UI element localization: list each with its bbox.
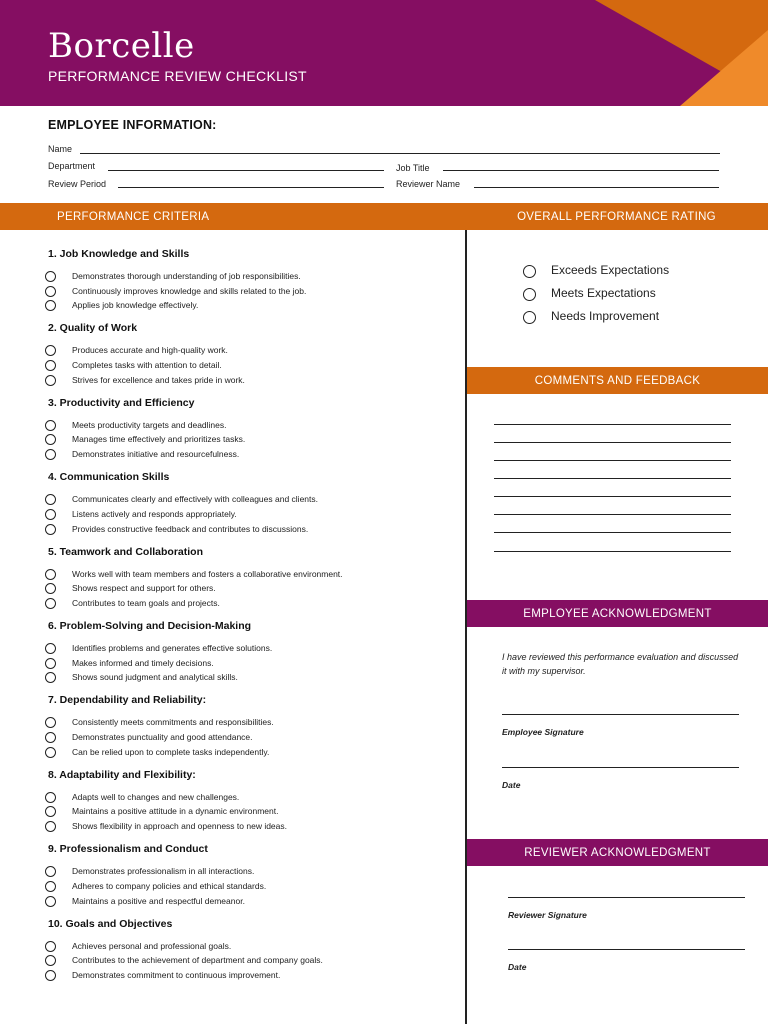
radio-button[interactable] (523, 265, 536, 278)
criteria-item-text: Meets productivity targets and deadlines. (72, 419, 227, 430)
comments-bar: COMMENTS AND FEEDBACK (467, 367, 768, 394)
criteria-item[interactable] (0, 448, 465, 463)
comment-line[interactable] (494, 551, 731, 552)
criteria-item[interactable] (0, 299, 465, 314)
radio-button[interactable] (45, 583, 56, 594)
radio-button[interactable] (45, 821, 56, 832)
employee-signature-label: Employee Signature (502, 727, 584, 737)
reviewer-ack-bar: REVIEWER ACKNOWLEDGMENT (467, 839, 768, 866)
criteria-item[interactable] (0, 880, 465, 895)
radio-button[interactable] (45, 286, 56, 297)
criteria-item-text: Completes tasks with attention to detail. (72, 360, 222, 371)
job-title-field[interactable] (443, 170, 719, 171)
rating-option-meets[interactable] (523, 286, 743, 304)
criteria-item[interactable] (0, 865, 465, 880)
reviewer-name-field[interactable] (474, 187, 719, 188)
name-field[interactable] (80, 153, 720, 154)
radio-button[interactable] (45, 434, 56, 445)
criteria-item[interactable] (0, 597, 465, 612)
radio-button[interactable] (45, 643, 56, 654)
reviewer-signature-label: Reviewer Signature (508, 910, 587, 920)
criteria-item[interactable] (0, 374, 465, 389)
radio-button[interactable] (45, 792, 56, 803)
comment-line[interactable] (494, 460, 731, 461)
overall-rating-bar: OVERALL PERFORMANCE RATING (465, 203, 768, 230)
criteria-item-text: Adapts well to changes and new challenges. (72, 791, 240, 802)
radio-button[interactable] (45, 524, 56, 535)
radio-button[interactable] (45, 360, 56, 371)
header-banner (0, 0, 768, 106)
employee-info-heading: EMPLOYEE INFORMATION: (48, 118, 217, 132)
criteria-item[interactable] (0, 568, 465, 583)
criteria-item-text: Continuously improves knowledge and skills related to the job. (72, 285, 307, 296)
radio-button[interactable] (45, 941, 56, 952)
criteria-item[interactable] (0, 746, 465, 761)
rating-option-needs-improvement[interactable] (523, 309, 743, 327)
name-label: Name (48, 144, 73, 154)
radio-button[interactable] (45, 881, 56, 892)
criteria-title: 7. Dependability and Reliability: (48, 694, 207, 707)
criteria-title: 8. Adaptability and Flexibility: (48, 768, 196, 781)
criteria-item-text: Identifies problems and generates effective solutions. (72, 643, 273, 653)
comment-line[interactable] (494, 442, 731, 443)
criteria-item-text: Achieves personal and professional goals. (72, 940, 232, 951)
criteria-item[interactable] (0, 731, 465, 746)
comment-line[interactable] (494, 532, 731, 533)
criteria-item[interactable] (0, 285, 465, 300)
radio-button[interactable] (45, 955, 56, 966)
radio-button[interactable] (45, 375, 56, 386)
rating-label: Needs Improvement (551, 309, 660, 323)
criteria-item[interactable] (0, 716, 465, 731)
criteria-item-text: Shows sound judgment and analytical skills. (72, 672, 238, 683)
criteria-item[interactable] (0, 805, 465, 820)
criteria-item-text: Maintains a positive and respectful demeanor. (72, 895, 245, 906)
criteria-item-text: Consistently meets commitments and responsibilities. (72, 717, 274, 728)
criteria-item[interactable] (0, 820, 465, 835)
comment-line[interactable] (494, 496, 731, 497)
criteria-item-text: Demonstrates initiative and resourcefulness. (72, 449, 240, 460)
employee-ack-bar: EMPLOYEE ACKNOWLEDGMENT (467, 600, 768, 627)
radio-button[interactable] (45, 672, 56, 683)
criteria-item-text: Contributes to the achievement of department and company goals. (72, 955, 323, 966)
criteria-item[interactable] (0, 433, 465, 448)
criteria-item[interactable] (0, 419, 465, 434)
comment-line[interactable] (494, 514, 731, 515)
criteria-item[interactable] (0, 359, 465, 374)
comment-line[interactable] (494, 478, 731, 479)
criteria-item[interactable] (0, 791, 465, 806)
criteria-item[interactable] (0, 657, 465, 672)
criteria-item-text: Strives for excellence and takes pride in work. (72, 374, 245, 385)
criteria-title: 5. Teamwork and Collaboration (48, 545, 203, 558)
criteria-title: 10. Goals and Objectives (48, 917, 173, 930)
radio-button[interactable] (45, 345, 56, 356)
radio-button[interactable] (523, 311, 536, 324)
criteria-item-text: Contributes to team goals and projects. (72, 597, 220, 608)
radio-button[interactable] (45, 732, 56, 743)
criteria-item[interactable] (0, 493, 465, 508)
job-title-label: Job Title (396, 163, 430, 173)
criteria-title: 4. Communication Skills (48, 471, 170, 484)
employee-signature-field[interactable] (502, 714, 739, 715)
criteria-item-text: Adheres to company policies and ethical standards. (72, 880, 267, 891)
radio-button[interactable] (45, 747, 56, 758)
criteria-item-text: Listens actively and responds appropriately. (72, 508, 237, 519)
radio-button[interactable] (45, 509, 56, 520)
reviewer-date-label: Date (508, 962, 527, 972)
criteria-item-text: Produces accurate and high-quality work. (72, 345, 228, 356)
employee-date-field[interactable] (502, 767, 739, 768)
radio-button[interactable] (45, 658, 56, 669)
criteria-title: 9. Professionalism and Conduct (48, 843, 208, 856)
rating-label: Meets Expectations (551, 286, 656, 300)
criteria-item-text: Demonstrates professionalism in all interactions. (72, 866, 255, 877)
criteria-item-text: Can be relied upon to complete tasks independently. (72, 746, 270, 757)
rating-label: Exceeds Expectations (551, 263, 670, 277)
criteria-item-text: Maintains a positive attitude in a dynamic environment. (72, 806, 279, 817)
radio-button[interactable] (45, 598, 56, 609)
criteria-item-text: Demonstrates commitment to continuous improvement. (72, 969, 281, 980)
column-divider (465, 230, 467, 1024)
radio-button[interactable] (45, 717, 56, 728)
page-title: PERFORMANCE REVIEW CHECKLIST (48, 68, 307, 84)
radio-button[interactable] (45, 300, 56, 311)
criteria-item[interactable] (0, 508, 465, 523)
criteria-item[interactable] (0, 344, 465, 359)
reviewer-date-field[interactable] (508, 949, 745, 950)
radio-button[interactable] (45, 271, 56, 282)
criteria-item[interactable] (0, 582, 465, 597)
comment-line[interactable] (494, 424, 731, 425)
criteria-title: 1. Job Knowledge and Skills (48, 248, 190, 260)
criteria-item[interactable] (0, 523, 465, 538)
radio-button[interactable] (45, 896, 56, 907)
radio-button[interactable] (45, 806, 56, 817)
criteria-title: 2. Quality of Work (48, 322, 138, 335)
department-field[interactable] (108, 170, 384, 171)
criteria-item-text: Communicates clearly and effectively with colleagues and clients. (72, 494, 318, 505)
criteria-item-text: Shows flexibility in approach and openness to new ideas. (72, 821, 287, 832)
radio-button[interactable] (45, 866, 56, 877)
radio-button[interactable] (523, 288, 536, 301)
criteria-item-text: Demonstrates punctuality and good attendance. (72, 732, 253, 743)
reviewer-name-label: Reviewer Name (396, 179, 461, 189)
criteria-item[interactable] (0, 969, 465, 984)
reviewer-signature-field[interactable] (508, 897, 745, 898)
criteria-item[interactable] (0, 954, 465, 969)
criteria-item[interactable] (0, 940, 465, 955)
criteria-item-text: Makes informed and timely decisions. (72, 657, 214, 668)
rating-option-exceeds[interactable] (523, 263, 743, 281)
criteria-item[interactable] (0, 270, 465, 285)
department-label: Department (48, 161, 96, 171)
criteria-item-text: Applies job knowledge effectively. (72, 300, 199, 311)
performance-criteria-bar: PERFORMANCE CRITERIA (0, 203, 465, 230)
radio-button[interactable] (45, 569, 56, 580)
criteria-title: 3. Productivity and Efficiency (48, 396, 195, 409)
criteria-item[interactable] (0, 671, 465, 686)
ack-statement: I have reviewed this performance evaluation and discussed it with my supervisor. (502, 652, 739, 676)
criteria-title: 6. Problem-Solving and Decision-Making (48, 620, 252, 632)
criteria-item-text: Manages time effectively and prioritizes tasks. (72, 434, 246, 445)
criteria-item[interactable] (0, 642, 465, 657)
criteria-item-text: Demonstrates thorough understanding of job responsibilities. (72, 271, 301, 281)
radio-button[interactable] (45, 420, 56, 431)
radio-button[interactable] (45, 494, 56, 505)
review-period-label: Review Period (48, 179, 107, 189)
radio-button[interactable] (45, 970, 56, 981)
brand-name: Borcelle (48, 26, 195, 66)
criteria-item-text: Shows respect and support for others. (72, 583, 216, 594)
radio-button[interactable] (45, 449, 56, 460)
criteria-item-text: Works well with team members and fosters a collaborative environment. (72, 568, 343, 579)
criteria-item[interactable] (0, 895, 465, 910)
employee-date-label: Date (502, 780, 521, 790)
review-period-field[interactable] (118, 187, 384, 188)
criteria-item-text: Provides constructive feedback and contributes to discussions. (72, 523, 309, 534)
